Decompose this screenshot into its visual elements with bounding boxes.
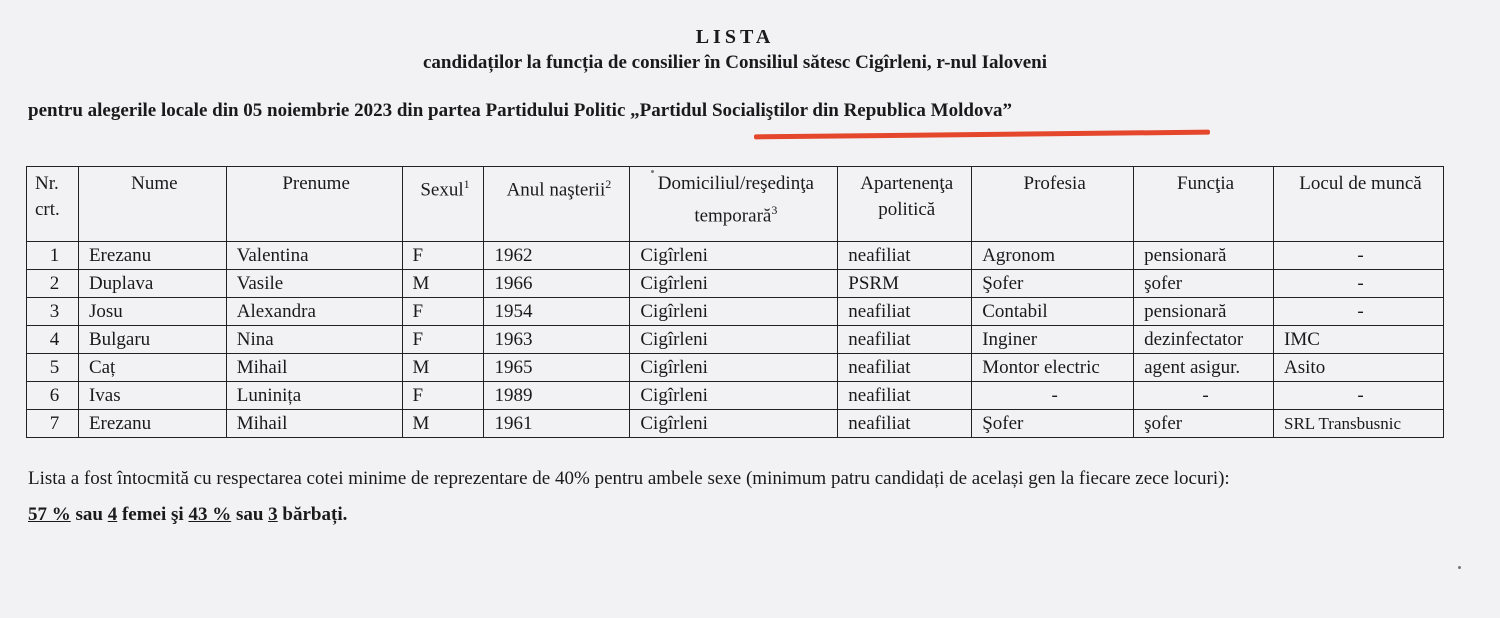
cell-domiciliu: Cigîrleni	[630, 326, 838, 354]
cell-functia: pensionară	[1134, 298, 1274, 326]
cell-locul: -	[1274, 298, 1444, 326]
cell-functia: agent asigur.	[1134, 354, 1274, 382]
cell-domiciliu: Cigîrleni	[630, 382, 838, 410]
col-header-sexul: Sexul$^1$	[402, 167, 484, 242]
cell-functia: -	[1134, 382, 1274, 410]
cell-apartenenta: neafiliat	[838, 298, 972, 326]
cell-nume: Ivas	[78, 382, 226, 410]
cell-apartenenta: neafiliat	[838, 410, 972, 438]
cell-nr: 2	[27, 270, 79, 298]
col-header-nr: Nr. crt.	[27, 167, 79, 242]
table-row	[27, 270, 1444, 298]
table-row	[27, 326, 1444, 354]
cell-nume: Josu	[78, 298, 226, 326]
table-row	[27, 242, 1444, 270]
candidates-table	[26, 166, 1444, 438]
election-line	[28, 100, 1012, 122]
cell-sex: F	[402, 326, 484, 354]
cell-locul: -	[1274, 242, 1444, 270]
cell-nume: Erezanu	[78, 242, 226, 270]
cell-nume: Erezanu	[78, 410, 226, 438]
men-percent: 43 %	[188, 504, 232, 525]
cell-domiciliu: Cigîrleni	[630, 270, 838, 298]
cell-apartenenta: neafiliat	[838, 242, 972, 270]
men-count: 3	[268, 504, 278, 525]
women-percent: 57 %	[28, 504, 71, 525]
cell-profesia: Montor electric	[972, 354, 1134, 382]
cell-profesia: -	[972, 382, 1134, 410]
cell-anul: 1989	[484, 382, 630, 410]
col-header-anul: Anul naşterii$^2$	[484, 167, 630, 242]
cell-prenume: Luninița	[226, 382, 402, 410]
gender-summary: 57 % sau 4 femei şi 43 % sau 3 bărbați.	[28, 504, 348, 525]
cell-functia: pensionară	[1134, 242, 1274, 270]
col-header-functia: Funcţia	[1134, 167, 1274, 242]
document-title: LISTA	[695, 26, 775, 48]
table-row	[27, 298, 1444, 326]
cell-profesia: Contabil	[972, 298, 1134, 326]
cell-domiciliu: Cigîrleni	[630, 298, 838, 326]
cell-prenume: Mihail	[226, 354, 402, 382]
cell-profesia: Agronom	[972, 242, 1134, 270]
cell-nume: Caț	[78, 354, 226, 382]
table-row	[27, 354, 1444, 382]
cell-nr: 7	[27, 410, 79, 438]
cell-profesia: Inginer	[972, 326, 1134, 354]
cell-locul: SRL Transbusnic	[1274, 410, 1444, 438]
cell-anul: 1966	[484, 270, 630, 298]
cell-apartenenta: neafiliat	[838, 382, 972, 410]
cell-apartenenta: neafiliat	[838, 354, 972, 382]
cell-domiciliu: Cigîrleni	[630, 410, 838, 438]
cell-nr: 6	[27, 382, 79, 410]
cell-locul: -	[1274, 382, 1444, 410]
cell-prenume: Nina	[226, 326, 402, 354]
cell-locul: Asito	[1274, 354, 1444, 382]
cell-anul: 1954	[484, 298, 630, 326]
cell-prenume: Valentina	[226, 242, 402, 270]
cell-prenume: Alexandra	[226, 298, 402, 326]
col-header-apartenenta: Apartenenţa politică	[838, 167, 972, 242]
cell-apartenenta: PSRM	[838, 270, 972, 298]
document-subtitle: candidaților la funcția de consilier în Consiliul sătesc Cigîrleni, r-nul Ialoveni	[422, 52, 1048, 73]
cell-sex: F	[402, 298, 484, 326]
cell-anul: 1963	[484, 326, 630, 354]
cell-sex: F	[402, 382, 484, 410]
cell-nr: 1	[27, 242, 79, 270]
cell-nr: 5	[27, 354, 79, 382]
col-header-locul: Locul de muncă	[1274, 167, 1444, 242]
cell-prenume: Vasile	[226, 270, 402, 298]
cell-sex: M	[402, 410, 484, 438]
cell-functia: şofer	[1134, 410, 1274, 438]
table-header-row	[27, 167, 1444, 242]
cell-prenume: Mihail	[226, 410, 402, 438]
election-prefix: pentru alegerile locale din 05 noiembrie 2023 din partea Partidului Politic	[28, 100, 631, 121]
cell-functia: şofer	[1134, 270, 1274, 298]
scan-speck	[651, 170, 654, 173]
cell-locul: IMC	[1274, 326, 1444, 354]
quota-note: Lista a fost întocmită cu respectarea cotei minime de reprezentare de 40% pentru ambele sexe (minimum patru candidați de același gen la fiecare zece locuri):	[28, 468, 1230, 489]
col-header-domiciliu: Domiciliul/reşedinţa temporară$^3$	[630, 167, 838, 242]
cell-anul: 1962	[484, 242, 630, 270]
cell-sex: F	[402, 242, 484, 270]
cell-nume: Bulgaru	[78, 326, 226, 354]
cell-functia: dezinfectator	[1134, 326, 1274, 354]
cell-sex: M	[402, 354, 484, 382]
cell-nume: Duplava	[78, 270, 226, 298]
col-header-prenume: Prenume	[226, 167, 402, 242]
cell-anul: 1961	[484, 410, 630, 438]
red-underline-mark	[754, 130, 1210, 140]
cell-profesia: Şofer	[972, 410, 1134, 438]
cell-domiciliu: Cigîrleni	[630, 242, 838, 270]
col-header-profesia: Profesia	[972, 167, 1134, 242]
cell-nr: 3	[27, 298, 79, 326]
table-row	[27, 382, 1444, 410]
party-name: „Partidul Socialiştilor din Republica Moldova”	[630, 100, 1012, 121]
col-header-nume: Nume	[78, 167, 226, 242]
cell-domiciliu: Cigîrleni	[630, 354, 838, 382]
women-count: 4	[107, 504, 118, 525]
cell-profesia: Şofer	[972, 270, 1134, 298]
cell-nr: 4	[27, 326, 79, 354]
cell-apartenenta: neafiliat	[838, 326, 972, 354]
cell-sex: M	[402, 270, 484, 298]
cell-anul: 1965	[484, 354, 630, 382]
table-row	[27, 410, 1444, 438]
cell-locul: -	[1274, 270, 1444, 298]
scan-speck	[1458, 566, 1461, 569]
